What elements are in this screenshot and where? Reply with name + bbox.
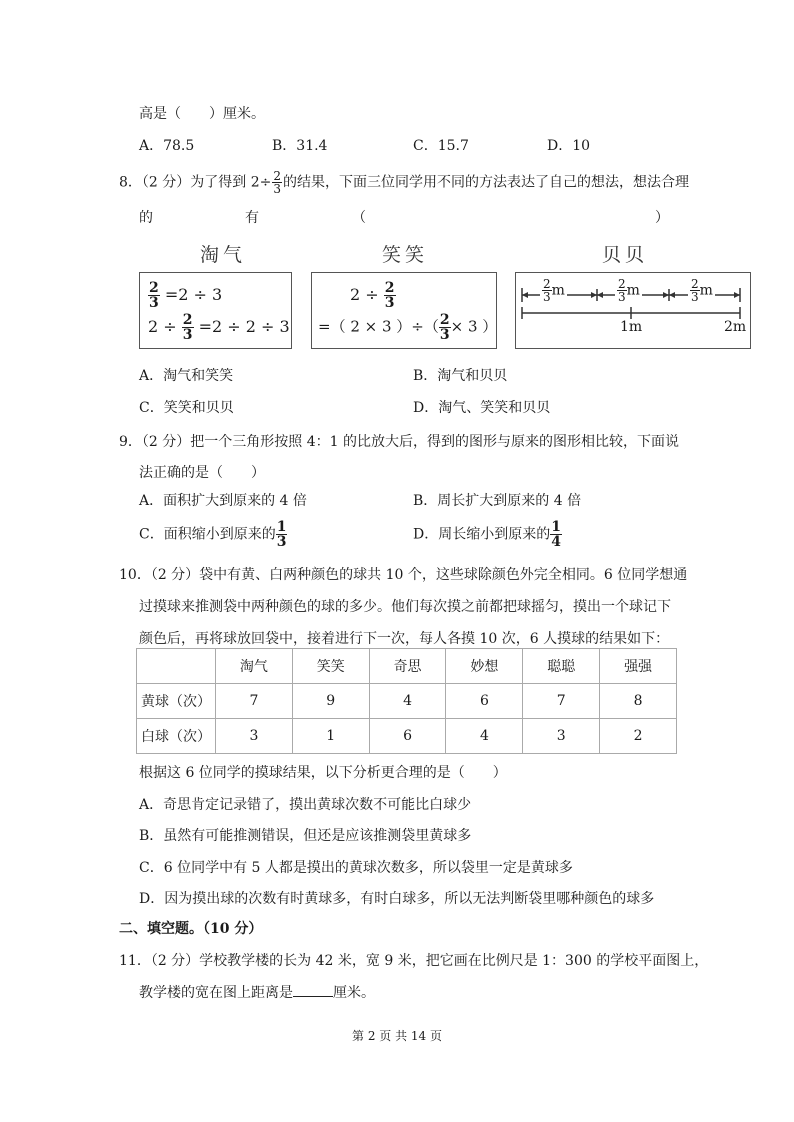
taoqi-frac-2 (182, 313, 194, 342)
xiaoxiao-line2-a: =（ 2 × 3 ）÷（ (318, 317, 439, 336)
beibei-label-1m: 1m (620, 319, 643, 335)
q8-option-a: A．淘气和笑笑 (139, 368, 234, 384)
table-header-row (137, 649, 677, 684)
table-row (137, 719, 677, 754)
table-cell: 4 (446, 719, 523, 754)
table-cell: 7 (216, 684, 293, 719)
q10-stem-line2: 过摸球来推测袋中两种颜色的球的多少。他们每次摸之前都把球摇匀，摸出一个球记下 (139, 599, 671, 615)
taoqi-line2-b: =2 ÷ 2 ÷ 3 (198, 317, 290, 336)
q9-option-c-den: 3 (276, 534, 287, 550)
q9-option-d (413, 520, 562, 549)
xiaoxiao-line1 (350, 281, 396, 310)
q8-line2-c: （ (352, 210, 366, 226)
beibei-seg-1-num: 2 (543, 277, 551, 291)
table-header-cell: 奇思 (369, 649, 446, 684)
q8-frac-den: 3 (273, 182, 281, 196)
table-cell: 3 (523, 719, 600, 754)
beibei-seg-1-unit: m (551, 282, 565, 299)
q9-stem-line2: 法正确的是（ ） (139, 465, 265, 481)
q9-option-c-num: 1 (276, 519, 287, 535)
q8-line2-a: 的 (139, 210, 153, 226)
xiaoxiao-frac-2-den: 3 (439, 327, 450, 343)
q11-line2-b: 厘米。 (333, 985, 375, 1001)
q9-option-d-num: 1 (551, 519, 561, 535)
q11-stem-line1: 11．（2 分）学校教学楼的长为 42 米，宽 9 米，把它画在比例尺是 1：300 的学校平面图上， (119, 953, 709, 969)
taoqi-line1 (148, 281, 222, 310)
q9-option-a: A．面积扩大到原来的 4 倍 (139, 493, 307, 509)
table-cell: 8 (600, 684, 677, 719)
beibei-seg-1-den: 3 (543, 290, 551, 304)
table-cell: 9 (292, 684, 369, 719)
taoqi-frac-1-num: 2 (149, 280, 159, 296)
prev-option-b: B．31.4 (272, 138, 328, 154)
q10-stem-line1: 10．（2 分）袋中有黄、白两种颜色的球共 10 个，这些球除颜色外完全相同。6 位同学想通 (119, 567, 688, 583)
prev-option-a: A．78.5 (139, 138, 195, 154)
xiaoxiao-frac-1-den: 3 (384, 295, 395, 311)
caption-taoqi: 淘气 (200, 244, 247, 266)
q9-option-c-text: C．面积缩小到原来的 (139, 526, 276, 543)
beibei-seg-2-frac (617, 278, 627, 303)
q9-option-c-frac (276, 520, 288, 549)
xiaoxiao-line2 (318, 313, 497, 342)
caption-xiaoxiao: 笑笑 (382, 244, 429, 266)
xiaoxiao-line1-text: 2 ÷ (350, 285, 379, 304)
taoqi-line2-a: 2 ÷ (148, 317, 177, 336)
answer-blank[interactable] (293, 982, 333, 997)
xiaoxiao-line2-b: × 3 ） (450, 317, 498, 336)
taoqi-line2 (148, 313, 290, 342)
q8-line2-b: 有 (245, 210, 259, 226)
q8-option-c: C．笑笑和贝贝 (139, 400, 234, 416)
table-header-cell: 淘气 (216, 649, 293, 684)
beibei-seg-1-frac (542, 278, 552, 303)
beibei-seg-label-2 (615, 278, 642, 303)
q9-option-c (139, 520, 287, 549)
q8-frac-num: 2 (273, 169, 281, 183)
beibei-label-2m: 2m (724, 319, 747, 335)
table-cell: 1 (292, 719, 369, 754)
table-row (137, 684, 677, 719)
beibei-seg-3-frac (690, 278, 700, 303)
q9-option-d-text: D．周长缩小到原来的 (413, 526, 551, 543)
xiaoxiao-frac-2-num: 2 (439, 312, 450, 328)
table-cell: 2 (600, 719, 677, 754)
beibei-seg-2-den: 3 (618, 290, 626, 304)
q8-prefix: 8．（2 分）为了得到 2÷ (119, 174, 272, 191)
q10-option-b: B．虽然有可能推测错误，但还是应该推测袋里黄球多 (139, 828, 472, 844)
xiaoxiao-method-box (311, 272, 497, 349)
q8-suffix: 的结果，下面三位同学用不同的方法表达了自己的想法，想法合理 (283, 174, 689, 191)
q8-option-d: D．淘气、笑笑和贝贝 (413, 400, 551, 416)
table-header-cell: 聪聪 (523, 649, 600, 684)
table-cell: 白球（次） (137, 719, 216, 754)
table-cell: 6 (446, 684, 523, 719)
beibei-seg-3-den: 3 (691, 290, 699, 304)
beibei-seg-label-3 (688, 278, 715, 303)
beibei-seg-3-unit: m (699, 282, 713, 299)
taoqi-method-box (139, 272, 292, 349)
q9-stem-line1: 9．（2 分）把一个三角形按照 4：1 的比放大后，得到的图形与原来的图形相比较，下面说 (119, 434, 679, 450)
q8-line2-d: ） (655, 210, 669, 226)
prev-option-c: C．15.7 (413, 138, 469, 154)
table-cell: 6 (369, 719, 446, 754)
beibei-seg-label-1 (540, 278, 567, 303)
taoqi-line1-eq: =2 ÷ 3 (164, 285, 223, 304)
q10-option-c: C．6 位同学中有 5 人都是摸出的黄球次数多，所以袋里一定是黄球多 (139, 860, 573, 876)
q10-option-d: D．因为摸出球的次数有时黄球多，有时白球多，所以无法判断袋里哪种颜色的球多 (139, 891, 655, 907)
prev-option-d: D．10 (547, 138, 591, 154)
table-cell: 7 (523, 684, 600, 719)
table-cell: 3 (216, 719, 293, 754)
q9-option-d-den: 4 (551, 534, 561, 550)
caption-beibei: 贝贝 (602, 244, 649, 266)
table-header-cell: 强强 (600, 649, 677, 684)
table-header-cell: 笑笑 (292, 649, 369, 684)
page-footer: 第 2 页 共 14 页 (352, 1029, 442, 1043)
q11-stem-line2 (139, 982, 375, 1002)
q10-stem-line3: 颜色后，再将球放回袋中，接着进行下一次，每人各摸 10 次，6 人摸球的结果如下： (139, 631, 670, 647)
section-heading: 二、填空题。（10 分） (119, 921, 263, 937)
q10-option-a: A．奇思肯定记录错了，摸出黄球次数不可能比白球少 (139, 797, 472, 813)
xiaoxiao-frac-1 (384, 281, 396, 310)
xiaoxiao-frac-1-num: 2 (384, 280, 395, 296)
beibei-seg-2-num: 2 (618, 277, 626, 291)
beibei-method-box (515, 272, 751, 349)
taoqi-frac-2-num: 2 (182, 312, 193, 328)
xiaoxiao-frac-2 (439, 313, 451, 342)
table-cell: 黄球（次） (137, 684, 216, 719)
q8-stem-line1 (119, 170, 689, 195)
q11-line2-a: 教学楼的宽在图上距离是 (139, 985, 293, 1001)
prev-question-line: 高是（ ）厘米。 (139, 106, 265, 122)
table-cell: 4 (369, 684, 446, 719)
q10-question: 根据这 6 位同学的摸球结果，以下分析更合理的是（ ） (139, 765, 507, 781)
taoqi-frac-1-den: 3 (149, 295, 159, 311)
q8-option-b: B．淘气和贝贝 (413, 368, 508, 384)
table-header-cell (137, 649, 216, 684)
taoqi-frac-2-den: 3 (182, 327, 193, 343)
beibei-seg-3-num: 2 (691, 277, 699, 291)
q9-option-d-frac (550, 520, 562, 549)
q8-fraction (272, 170, 282, 195)
results-table (136, 648, 677, 754)
table-header-cell: 妙想 (446, 649, 523, 684)
taoqi-frac-1 (148, 281, 160, 310)
q9-option-b: B．周长扩大到原来的 4 倍 (413, 493, 582, 509)
beibei-seg-2-unit: m (626, 282, 640, 299)
